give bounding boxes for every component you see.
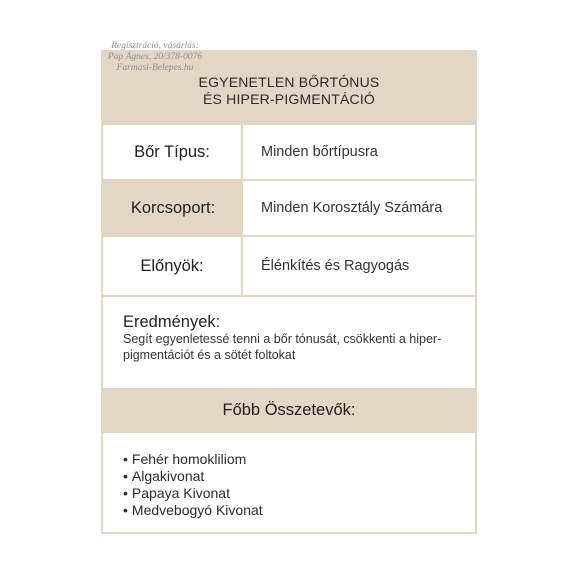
watermark-line: Pap Ágnes, 20/378-0076 xyxy=(107,52,203,62)
age-group-label: Korcsoport: xyxy=(103,181,243,235)
results-text: Segít egyenletessé tenni a bőr tónusát, csökkenti a hiper-pigmentációt és a sötét foltokat xyxy=(123,332,442,362)
benefits-value: Élénkítés és Ragyogás xyxy=(261,258,410,274)
ingredients-list xyxy=(103,433,475,519)
watermark-line: Farmasi-Belepes.hu xyxy=(116,63,194,73)
benefits-row xyxy=(103,237,475,297)
product-info-card xyxy=(101,50,477,534)
header-title-line-1: EGYENETLEN BŐRTÓNUS xyxy=(198,73,380,90)
skin-type-label: Bőr Típus: xyxy=(103,125,243,179)
list-item: • Papaya Kivonat xyxy=(123,485,475,502)
age-group-row xyxy=(103,181,475,237)
skin-type-row xyxy=(103,125,475,181)
results-title: Eredmények: xyxy=(123,313,221,331)
list-item: • Fehér homokliliom xyxy=(123,451,475,468)
list-item: • Medvebogyó Kivonat xyxy=(123,502,475,519)
skin-type-value: Minden bőrtípusra xyxy=(261,144,378,160)
list-item: • Algakivonat xyxy=(123,468,475,485)
age-group-value: Minden Korosztály Számára xyxy=(261,200,443,216)
watermark-line: Regisztráció, vásárlás: xyxy=(111,41,199,51)
benefits-label: Előnyök: xyxy=(103,237,243,295)
ingredients-title: Főbb Összetevők: xyxy=(103,388,475,433)
header-title-line-2: ÉS HIPER-PIGMENTÁCIÓ xyxy=(202,90,376,107)
results-section xyxy=(103,297,475,388)
watermark-text xyxy=(96,41,214,74)
